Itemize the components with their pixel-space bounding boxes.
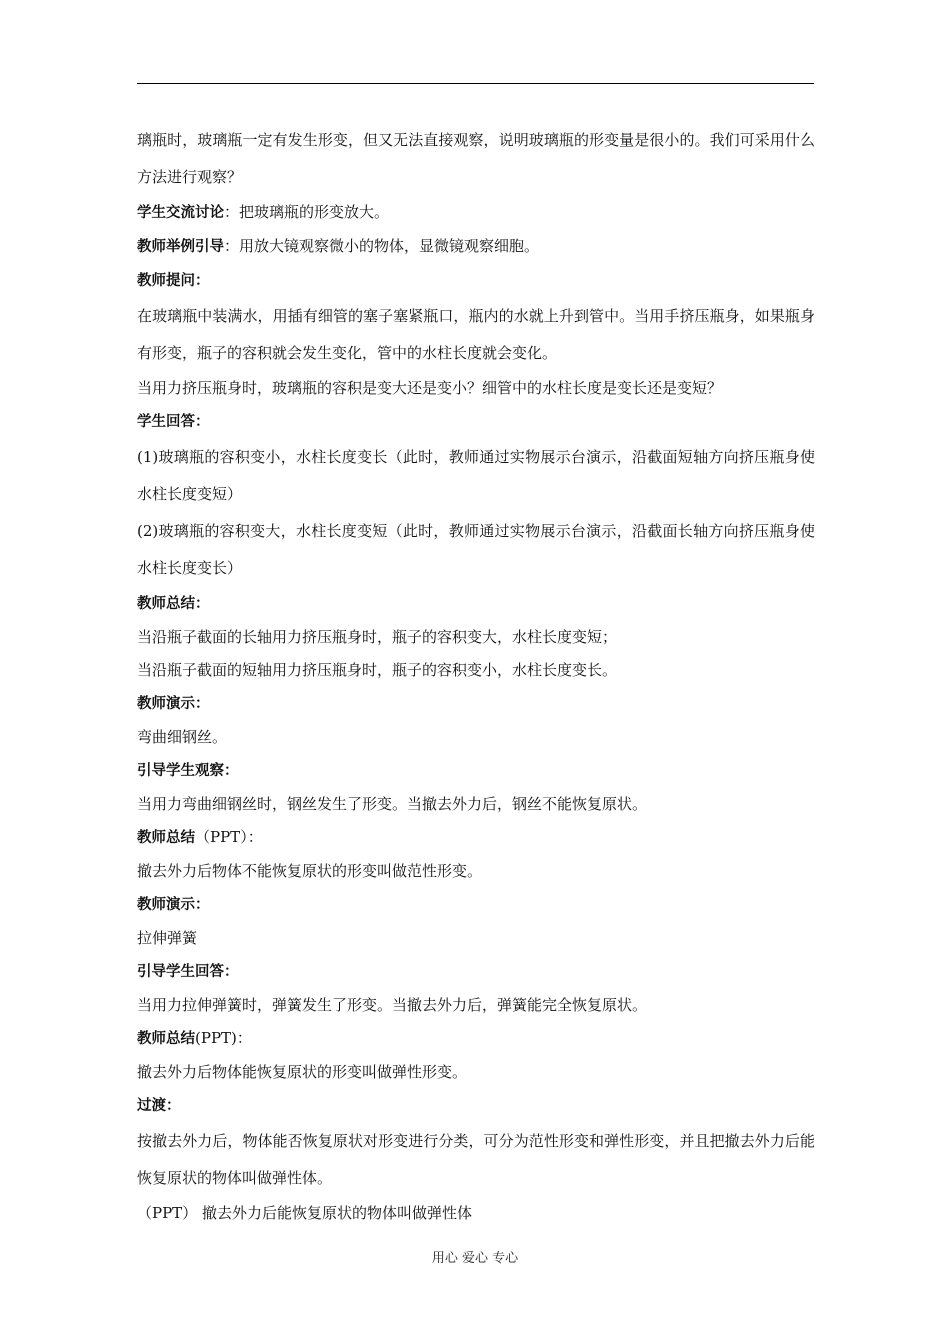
paragraph-elastic-deformation — [137, 1056, 815, 1089]
page-footer: 用心 爱心 专心 — [431, 1251, 519, 1266]
paragraph-text: 当沿瓶子截面的长轴用力挤压瓶身时，瓶子的容积变大，水柱长度变短； — [137, 628, 618, 646]
paragraph-text: ：用放大镜观察微小的物体，显微镜观察细胞。 — [224, 237, 540, 255]
paragraph-text: 璃瓶时，玻璃瓶一定有发生形变，但又无法直接观察，说明玻璃瓶的形变量是很小的。我们可采用什么方法进行观察？ — [137, 131, 815, 186]
paragraph-text: 在玻璃瓶中装满水，用插有细管的塞子塞紧瓶口，瓶内的水就上升到管中。当用手挤压瓶身，如果瓶身有形变，瓶子的容积就会发生变化，管中的水柱长度就会变化。 — [137, 307, 815, 362]
paragraph-wire-observation — [137, 788, 815, 821]
paragraph-text: 当用力挤压瓶身时，玻璃瓶的容积是变大还是变小？细管中的水柱长度是变长还是变短？ — [137, 379, 723, 397]
paragraph-text: 当用力拉伸弹簧时，弹簧发生了形变。当撤去外力后，弹簧能完全恢复原状。 — [137, 996, 648, 1014]
paragraph-text: ：把玻璃瓶的形变放大。 — [224, 203, 390, 221]
paragraph-guide-answer-label — [137, 955, 815, 989]
paragraph-label: 教师总结 — [137, 1031, 195, 1047]
paragraph-elastic-body — [137, 1197, 815, 1230]
paragraph-spring-observation — [137, 989, 815, 1022]
paragraph-text: 撤去外力后物体能恢复原状的形变叫做弹性形变。 — [137, 1063, 468, 1081]
paragraph-text: (PPT)： — [195, 1029, 252, 1047]
paragraph-text: (1)玻璃瓶的容积变小，水柱长度变长（此时，教师通过实物展示台演示，沿截面短轴方向挤压瓶身使水柱长度变短） — [137, 448, 815, 503]
paragraph-label: 教师举例引导 — [137, 239, 224, 255]
paragraph-teacher-demo-label — [137, 687, 815, 721]
paragraph-teacher-demo-label-2 — [137, 888, 815, 922]
paragraph-text: 撤去外力后物体不能恢复原状的形变叫做范性形变。 — [137, 862, 483, 880]
paragraph-summary-long-axis — [137, 621, 815, 654]
paragraph-teacher-summary-ppt-label-2 — [137, 1022, 815, 1056]
paragraph-classification — [137, 1123, 815, 1197]
paragraph-summary-short-axis — [137, 654, 815, 687]
paragraph-text: (2)玻璃瓶的容积变大，水柱长度变短（此时，教师通过实物展示台演示，沿截面长轴方向挤压瓶身使水柱长度变长） — [137, 522, 815, 577]
paragraph-answer-1 — [137, 439, 815, 513]
paragraph-text: 按撤去外力后，物体能否恢复原状对形变进行分类，可分为范性形变和弹性形变，并且把撤去外力后能恢复原状的物体叫做弹性体。 — [137, 1132, 815, 1187]
paragraph-label: 教师总结： — [137, 596, 210, 612]
paragraph-teacher-question-label — [137, 264, 815, 298]
paragraph-bottle-setup — [137, 298, 815, 372]
paragraph-intro — [137, 122, 815, 196]
paragraph-guide-observe-label — [137, 754, 815, 788]
paragraph-label: 引导学生观察： — [137, 763, 239, 779]
header-rule — [137, 83, 814, 84]
paragraph-teacher-summary-label — [137, 587, 815, 621]
paragraph-label: 学生交流讨论 — [137, 205, 224, 221]
paragraph-bend-wire — [137, 721, 815, 754]
paragraph-label: 引导学生回答： — [137, 964, 239, 980]
paragraph-label: 教师总结 — [137, 830, 195, 846]
paragraph-plastic-deformation — [137, 855, 815, 888]
paragraph-label: 学生回答： — [137, 414, 210, 430]
paragraph-label: 教师演示： — [137, 696, 210, 712]
paragraph-transition-label — [137, 1089, 815, 1123]
document-body — [137, 122, 815, 1230]
paragraph-answer-2 — [137, 513, 815, 587]
paragraph-student-discussion — [137, 196, 815, 230]
paragraph-question — [137, 372, 815, 405]
paragraph-text: （PPT） 撤去外力后能恢复原状的物体叫做弹性体 — [137, 1204, 472, 1222]
paragraph-label: 教师演示： — [137, 897, 210, 913]
paragraph-label: 教师提问： — [137, 273, 210, 289]
paragraph-text: 当用力弯曲细钢丝时，钢丝发生了形变。当撤去外力后，钢丝不能恢复原状。 — [137, 795, 648, 813]
paragraph-stretch-spring — [137, 922, 815, 955]
paragraph-text: 当沿瓶子截面的短轴用力挤压瓶身时，瓶子的容积变小，水柱长度变长。 — [137, 661, 618, 679]
paragraph-teacher-summary-ppt-label — [137, 821, 815, 855]
paragraph-student-answer-label — [137, 405, 815, 439]
paragraph-text: 弯曲细钢丝。 — [137, 728, 228, 746]
paragraph-teacher-example — [137, 230, 815, 264]
paragraph-text: 拉伸弹簧 — [137, 929, 198, 947]
paragraph-label: 过渡： — [137, 1098, 181, 1114]
paragraph-text: （PPT）： — [195, 828, 263, 846]
